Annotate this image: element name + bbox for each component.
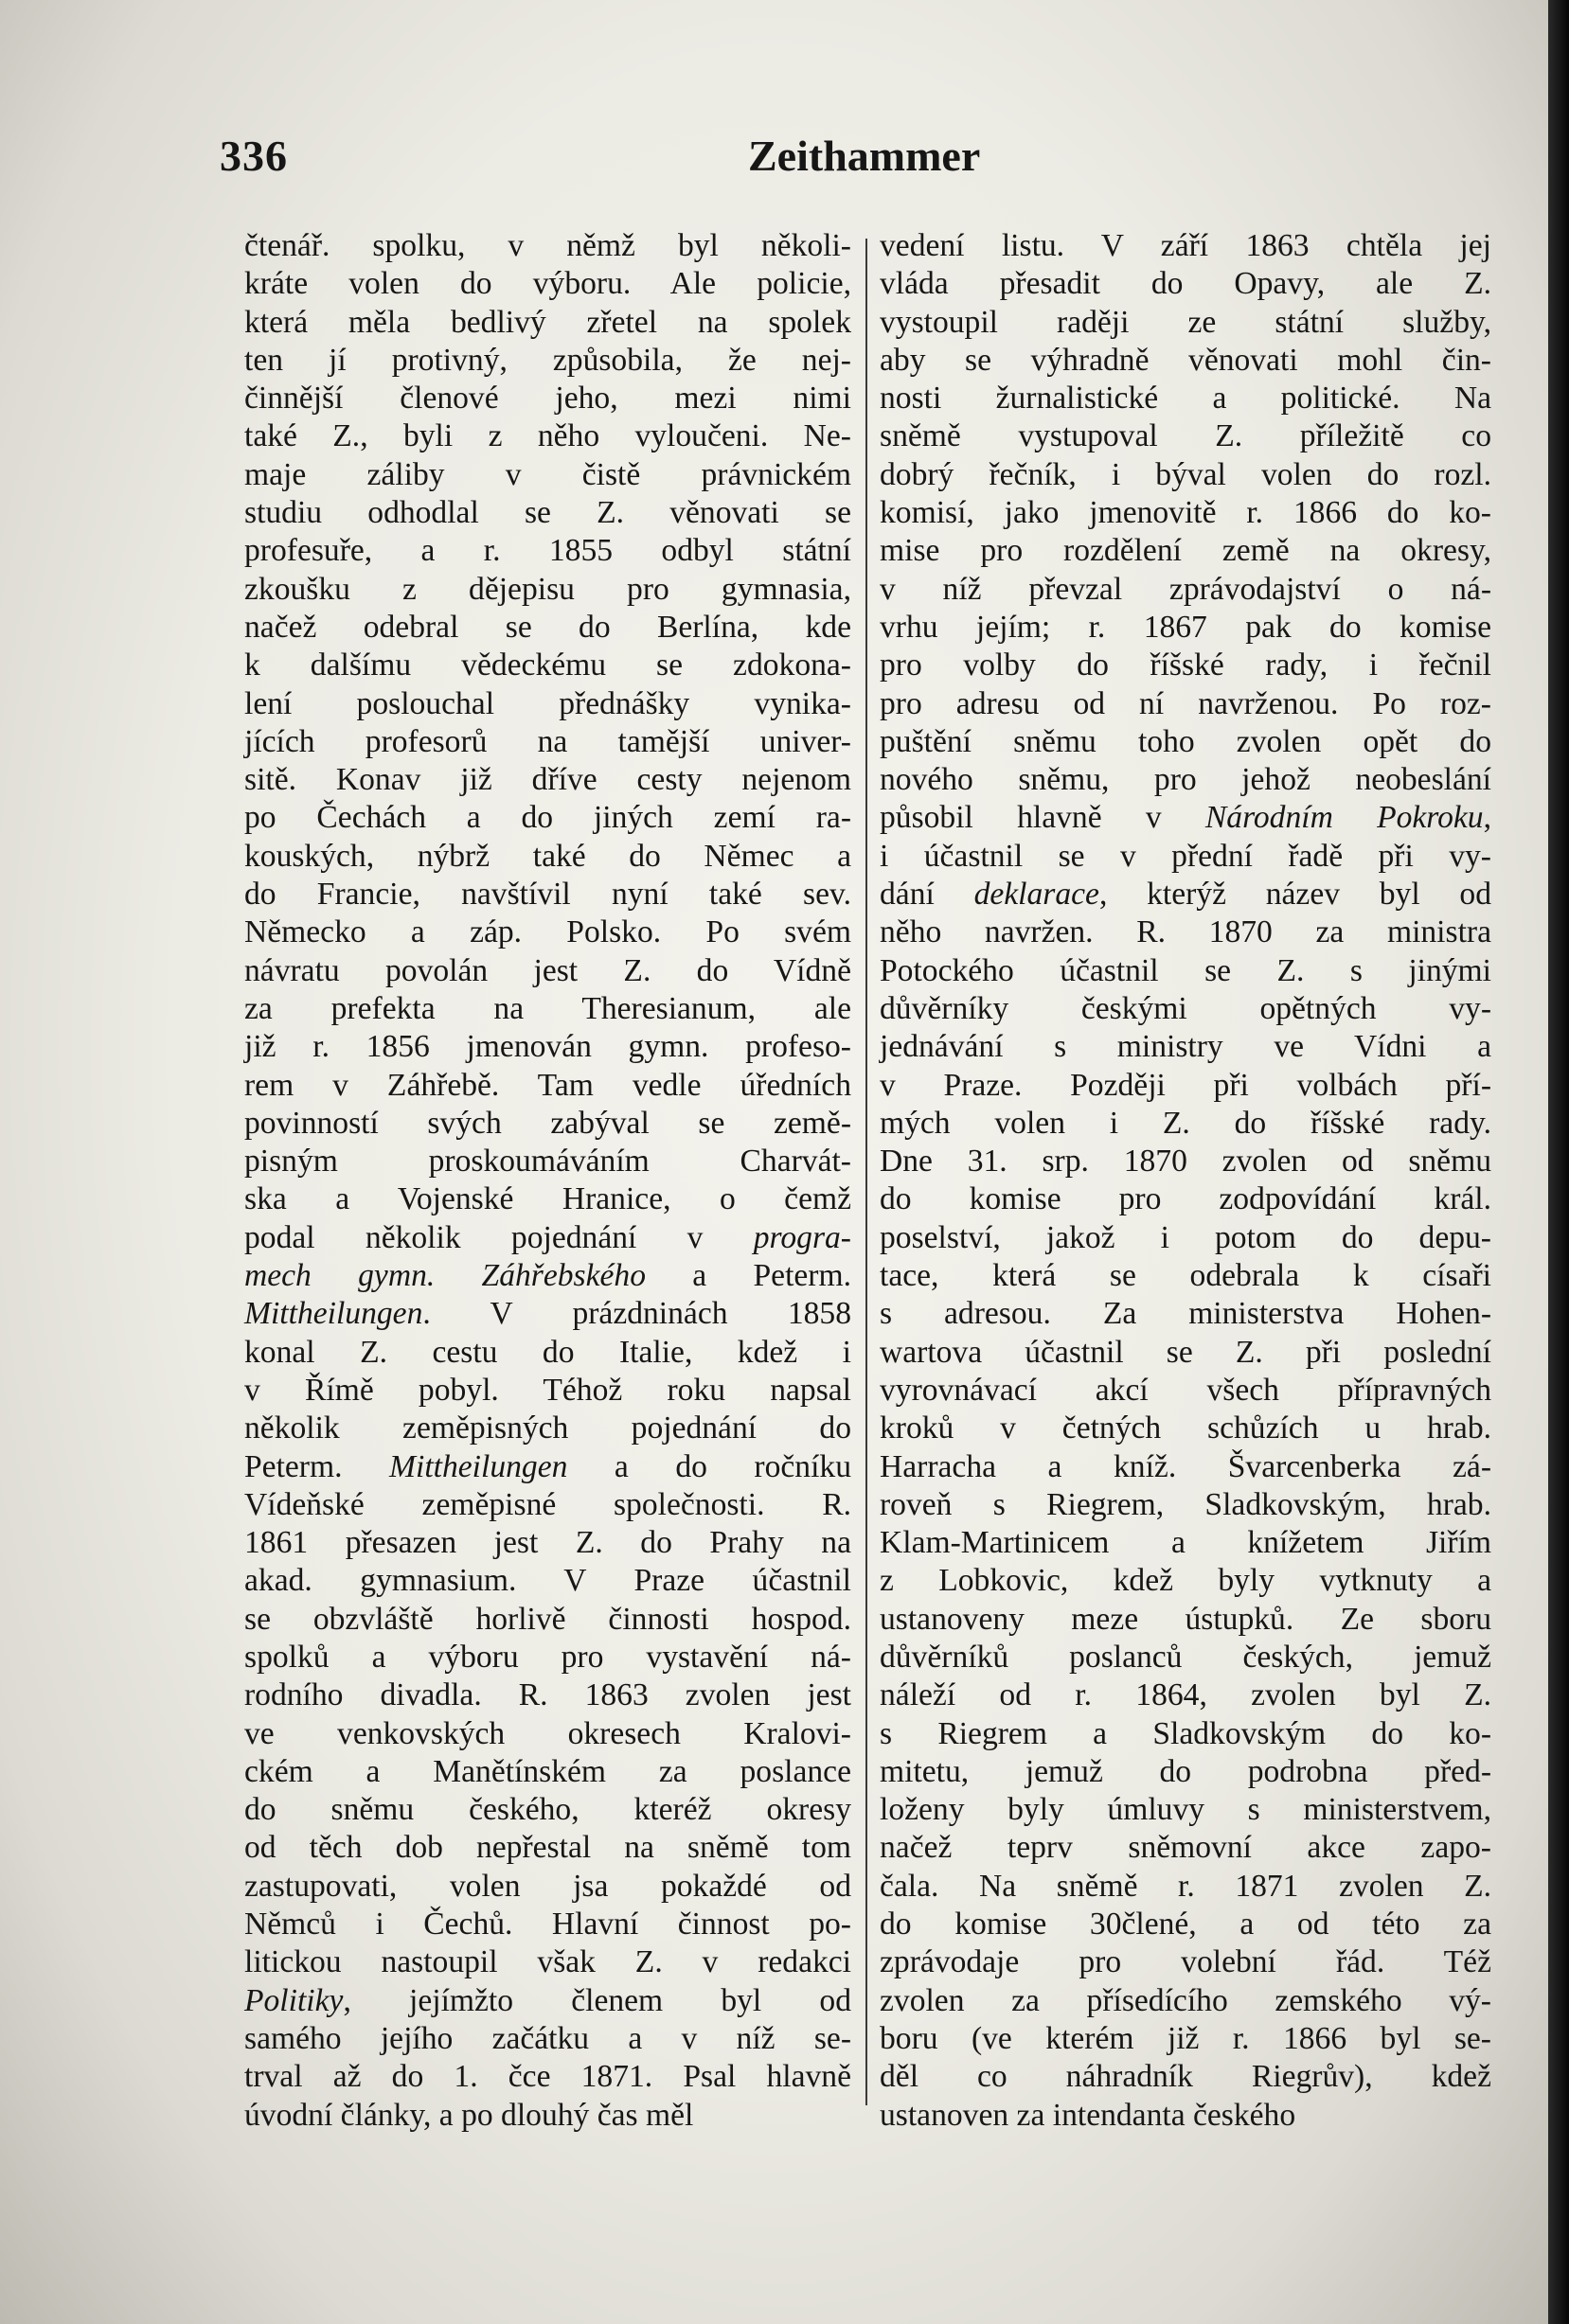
left-column — [244, 227, 851, 2135]
text-line: Politiky, jejímžto členem byl od — [244, 1982, 851, 2018]
text-line: akad. gymnasium. V Praze účastnil — [244, 1563, 851, 1599]
text-line: povinností svých zabýval se země- — [244, 1105, 851, 1141]
text-line: již r. 1856 jmenován gymn. profeso- — [244, 1029, 851, 1065]
text-line: samého jejího začátku a v níž se- — [244, 2020, 851, 2056]
column-divider — [865, 239, 867, 2105]
text-line: ustanoveny meze ústupků. Ze sboru — [880, 1601, 1491, 1637]
scan-edge — [1548, 0, 1569, 2324]
text-line: Německo a záp. Polsko. Po svém — [244, 914, 851, 950]
text-line: v níž převzal zprávodajství o ná- — [880, 571, 1491, 607]
text-line: nového sněmu, pro jehož neobeslání — [880, 762, 1491, 798]
text-line: s adresou. Za ministerstva Hohen- — [880, 1296, 1491, 1332]
text-line: v Praze. Později při volbách pří- — [880, 1067, 1491, 1103]
text-line: Peterm. Mittheilungen a do ročníku — [244, 1448, 851, 1484]
text-line: Klam-Martinicem a knížetem Jiřím — [880, 1525, 1491, 1561]
text-line: mých volen i Z. do říšské rady. — [880, 1105, 1491, 1141]
text-line: Harracha a kníž. Švarcenberka zá- — [880, 1448, 1491, 1484]
text-line: pro volby do říšské rady, i řečnil — [880, 648, 1491, 683]
text-line: dání deklarace, kterýž název byl od — [880, 877, 1491, 913]
text-line: Potockého účastnil se Z. s jinými — [880, 952, 1491, 988]
text-line: komisí, jako jmenovitě r. 1866 do ko- — [880, 495, 1491, 531]
text-line: náleží od r. 1864, zvolen byl Z. — [880, 1677, 1491, 1713]
text-line: vláda přesadit do Opavy, ale Z. — [880, 266, 1491, 302]
text-line: Němců i Čechů. Hlavní činnost po- — [244, 1907, 851, 1943]
text-line: ustanoven za intendanta českého — [880, 2097, 1296, 2133]
text-line: boru (ve kterém již r. 1866 byl se- — [880, 2020, 1491, 2056]
text-line: zprávodaje pro volební řád. Též — [880, 1944, 1491, 1980]
text-line: zastupovati, volen jsa pokaždé od — [244, 1868, 851, 1904]
running-title: Zeithammer — [748, 132, 981, 180]
text-line: v Římě pobyl. Téhož roku napsal — [244, 1372, 851, 1408]
text-line: od těch dob nepřestal na sněmě tom — [244, 1830, 851, 1866]
text-line: maje záliby v čistě právnickém — [244, 456, 851, 492]
text-line: tace, která se odebrala k císaři — [880, 1258, 1491, 1294]
text-line: nosti žurnalistické a politické. Na — [880, 381, 1491, 417]
text-line: 1861 přesazen jest Z. do Prahy na — [244, 1525, 851, 1561]
text-line: kouských, nýbrž také do Němec a — [244, 838, 851, 874]
text-line: pisným proskoumáváním Charvát- — [244, 1144, 851, 1180]
text-line: poselství, jakož i potom do depu- — [880, 1219, 1491, 1255]
text-line: Mittheilungen. V prázdninách 1858 — [244, 1296, 851, 1332]
text-line: jících profesorů na tamější univer- — [244, 723, 851, 759]
text-line: dobrý řečník, i býval volen do rozl. — [880, 456, 1491, 492]
text-line: aby se výhradně věnovati mohl čin- — [880, 342, 1491, 378]
text-line: děl co náhradník Riegrův), kdež — [880, 2059, 1491, 2095]
text-line: čala. Na sněmě r. 1871 zvolen Z. — [880, 1868, 1491, 1904]
text-line: do komise pro zodpovídání král. — [880, 1181, 1491, 1217]
text-line: roveň s Riegrem, Sladkovským, hrab. — [880, 1486, 1491, 1522]
text-line: do Francie, navštívil nyní také sev. — [244, 877, 851, 913]
text-line: puštění sněmu toho zvolen opět do — [880, 723, 1491, 759]
text-line: trval až do 1. čce 1871. Psal hlavně — [244, 2059, 851, 2095]
text-line: rem v Záhřebě. Tam vedle úředních — [244, 1067, 851, 1103]
text-line: mech gymn. Záhřebského a Peterm. — [244, 1258, 851, 1294]
text-line: i účastnil se v přední řadě při vy- — [880, 838, 1491, 874]
text-line: která měla bedlivý zřetel na spolek — [244, 304, 851, 340]
text-line: k dalšímu vědeckému se zdokona- — [244, 648, 851, 683]
text-line: jednávání s ministry ve Vídni a — [880, 1029, 1491, 1065]
text-line: ska a Vojenské Hranice, o čemž — [244, 1181, 851, 1217]
text-line: důvěrníků poslanců českých, jemuž — [880, 1639, 1491, 1675]
text-line: za prefekta na Theresianum, ale — [244, 990, 851, 1026]
text-line: do sněmu českého, kteréž okresy — [244, 1792, 851, 1828]
text-line: činnější členové jeho, mezi nimi — [244, 381, 851, 417]
text-line: podal několik pojednání v progra- — [244, 1219, 851, 1255]
text-line: Vídeňské zeměpisné společnosti. R. — [244, 1486, 851, 1522]
text-line: důvěrníky českými opětných vy- — [880, 990, 1491, 1026]
text-line: ve venkovských okresech Kralovi- — [244, 1715, 851, 1751]
text-line: úvodní články, a po dlouhý čas měl — [244, 2097, 694, 2133]
text-line: vedení listu. V září 1863 chtěla jej — [880, 228, 1491, 263]
text-line: vrhu jejím; r. 1867 pak do komise — [880, 609, 1491, 645]
text-line: litickou nastoupil však Z. v redakci — [244, 1944, 851, 1980]
text-line: ckém a Manětínském za poslance — [244, 1753, 851, 1789]
text-line: také Z., byli z něho vyloučeni. Ne- — [244, 418, 851, 454]
right-column — [880, 227, 1491, 2135]
text-line: se obzvláště horlivě činnosti hospod. — [244, 1601, 851, 1637]
text-line: zvolen za přísedícího zemského vý- — [880, 1982, 1491, 2018]
text-line: konal Z. cestu do Italie, kdež i — [244, 1334, 851, 1370]
text-line: profesuře, a r. 1855 odbyl státní — [244, 533, 851, 569]
text-line: vyrovnávací akcí všech přípravných — [880, 1372, 1491, 1408]
text-line: po Čechách a do jiných zemí ra- — [244, 800, 851, 836]
text-line: Dne 31. srp. 1870 zvolen od sněmu — [880, 1144, 1491, 1180]
text-line: zkoušku z dějepisu pro gymnasia, — [244, 571, 851, 607]
text-line: něho navržen. R. 1870 za ministra — [880, 914, 1491, 950]
text-line: návratu povolán jest Z. do Vídně — [244, 952, 851, 988]
text-line: sitě. Konav již dříve cesty nejenom — [244, 762, 851, 798]
text-line: lení poslouchal přednášky vynika- — [244, 685, 851, 721]
text-line: několik zeměpisných pojednání do — [244, 1410, 851, 1446]
text-line: sněmě vystupoval Z. příležitě co — [880, 418, 1491, 454]
text-line: pro adresu od ní navrženou. Po roz- — [880, 685, 1491, 721]
text-line: čtenář. spolku, v němž byl několi- — [244, 228, 851, 263]
text-line: wartova účastnil se Z. při poslední — [880, 1334, 1491, 1370]
text-line: ten jí protivný, způsobila, že nej- — [244, 342, 851, 378]
text-line: mise pro rozdělení země na okresy, — [880, 533, 1491, 569]
text-line: kráte volen do výboru. Ale policie, — [244, 266, 851, 302]
text-line: z Lobkovic, kdež byly vytknuty a — [880, 1563, 1491, 1599]
text-line: načež odebral se do Berlína, kde — [244, 609, 851, 645]
page-number: 336 — [220, 132, 288, 180]
text-line: vystoupil raději ze státní služby, — [880, 304, 1491, 340]
text-line: načež teprv sněmovní akce zapo- — [880, 1830, 1491, 1866]
text-line: s Riegrem a Sladkovským do ko- — [880, 1715, 1491, 1751]
page-header — [0, 131, 1550, 187]
text-line: studiu odhodlal se Z. věnovati se — [244, 495, 851, 531]
text-line: kroků v četných schůzích u hrab. — [880, 1410, 1491, 1446]
text-line: do komise 30člené, a od této za — [880, 1907, 1491, 1943]
text-line: rodního divadla. R. 1863 zvolen jest — [244, 1677, 851, 1713]
text-line: spolků a výboru pro vystavění ná- — [244, 1639, 851, 1675]
text-line: loženy byly úmluvy s ministerstvem, — [880, 1792, 1491, 1828]
text-line: působil hlavně v Národním Pokroku, — [880, 800, 1491, 836]
text-line: mitetu, jemuž do podrobna před- — [880, 1753, 1491, 1789]
